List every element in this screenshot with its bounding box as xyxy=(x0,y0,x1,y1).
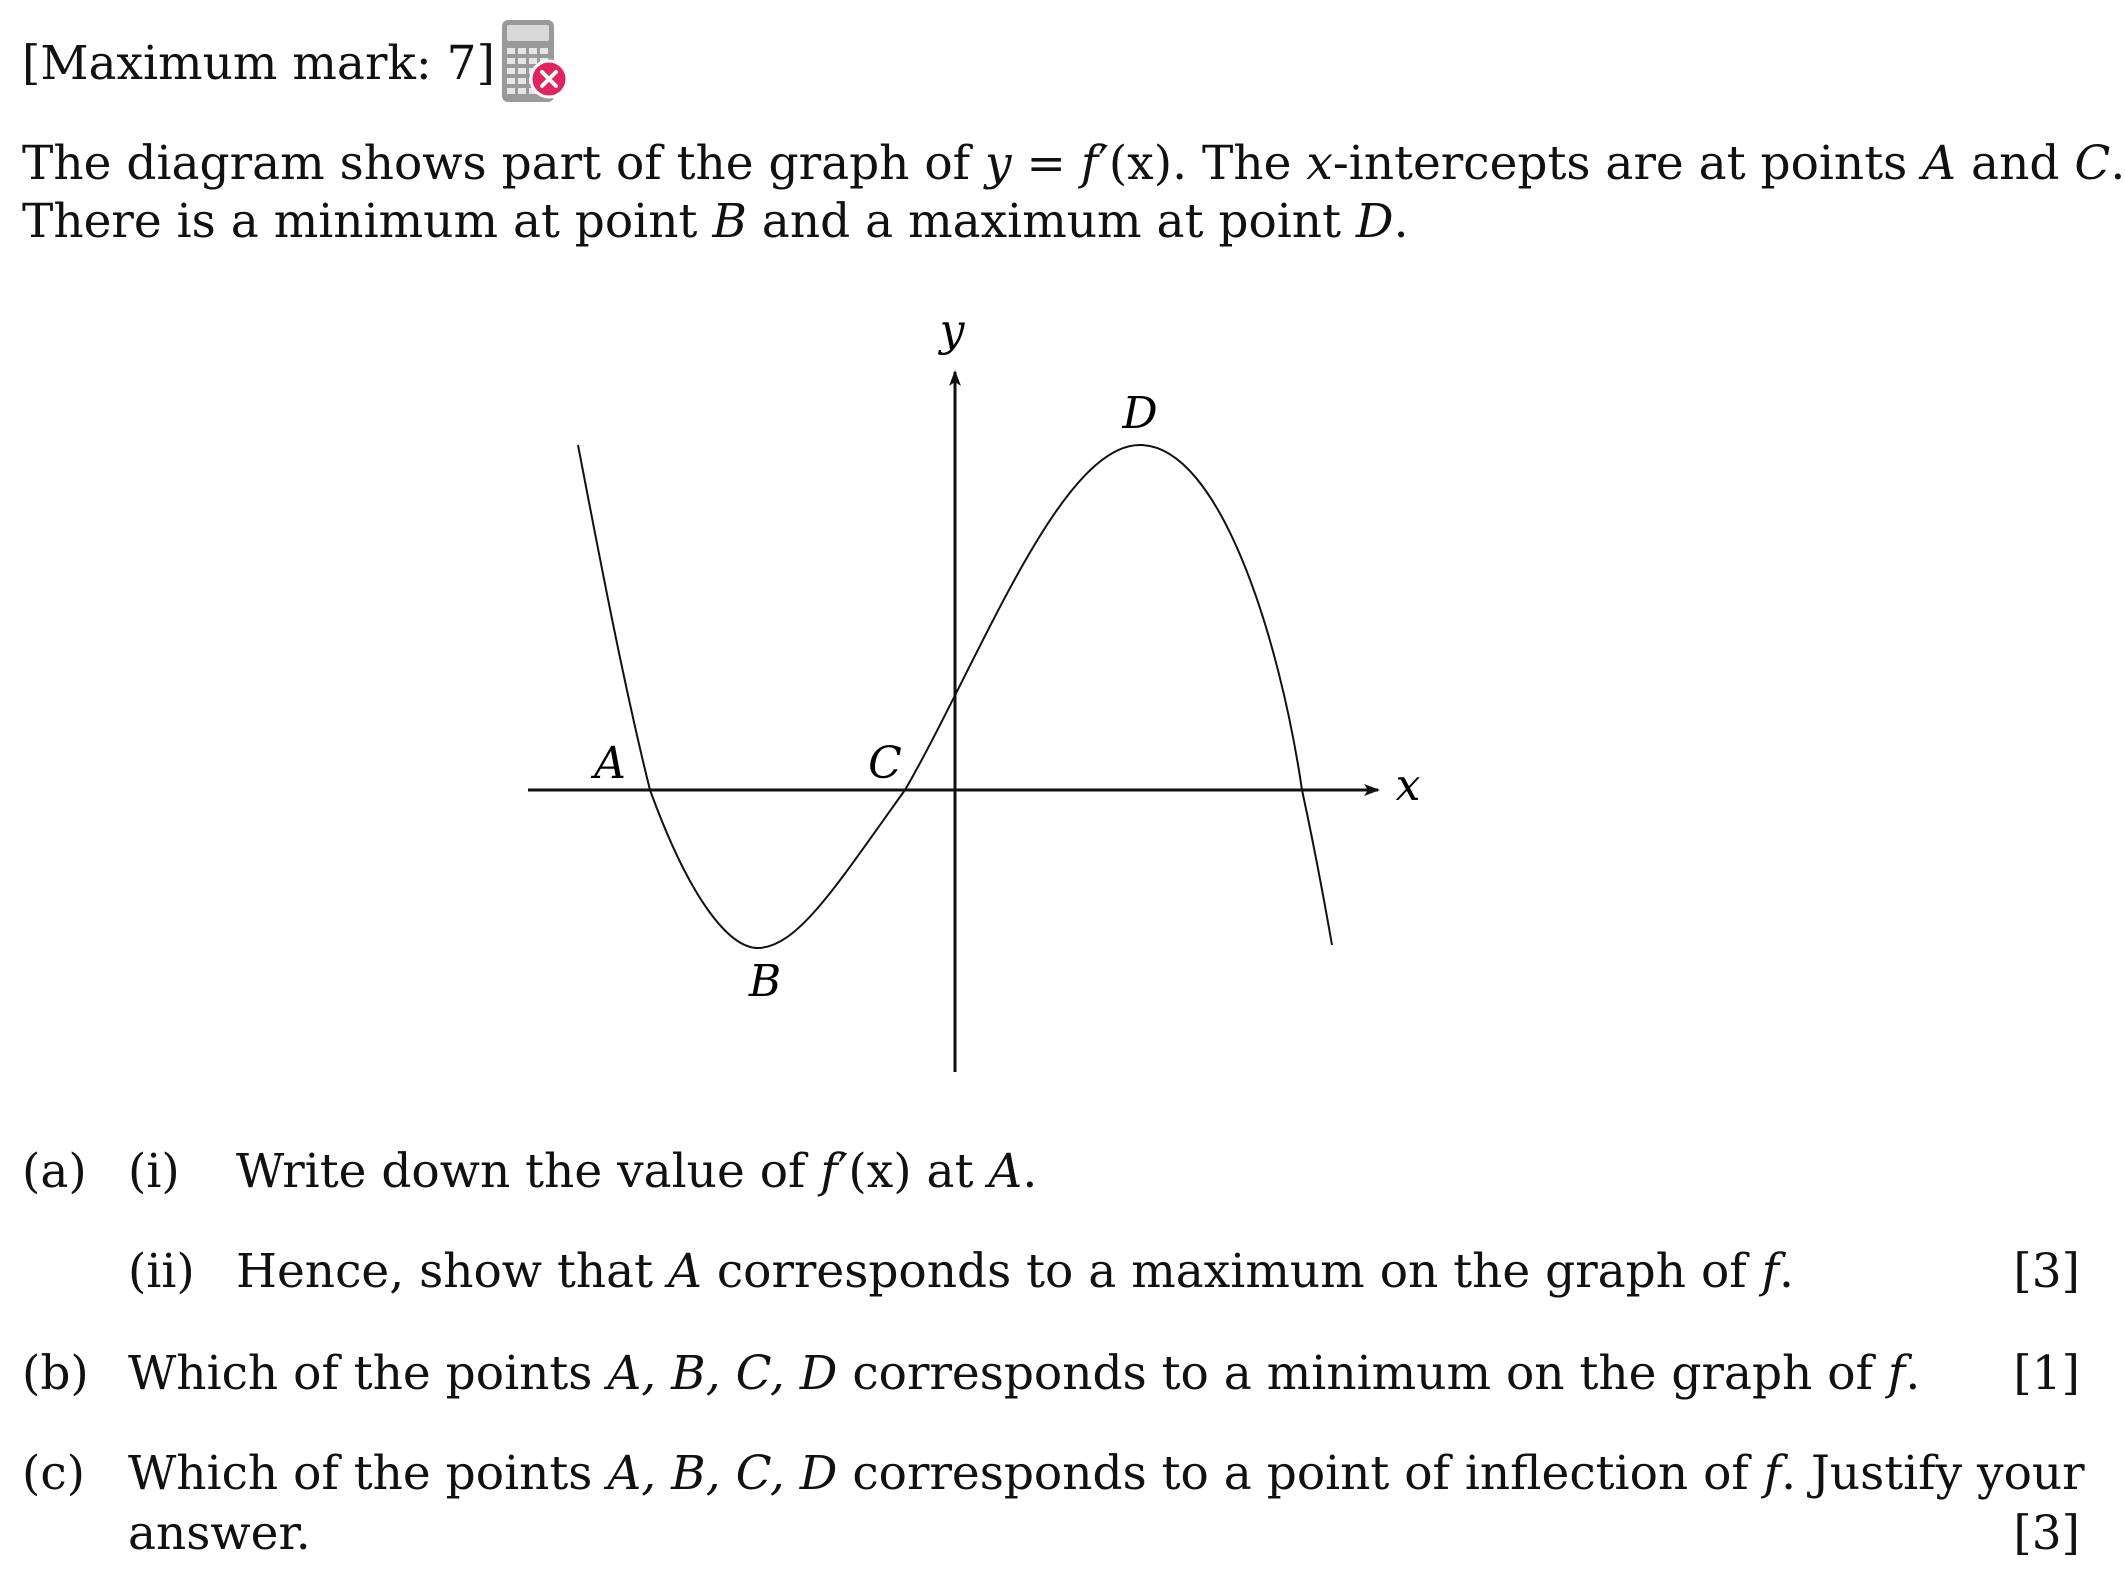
question-b-text: Which of the points A, B, C, D corresponds to a minimum on the graph of f. xyxy=(128,1346,1921,1401)
question-a-i-text: Write down the value of f′(x) at A. xyxy=(236,1144,1038,1199)
point-a-label: A xyxy=(594,738,626,789)
question-c-label: (c) xyxy=(22,1446,85,1501)
question-c-text: Which of the points A, B, C, D corresponds to a point of inflection of f. Justify your xyxy=(128,1446,2085,1501)
question-a-ii-text: Hence, show that A corresponds to a maximum on the graph of f. xyxy=(236,1244,1794,1299)
question-b-label: (b) xyxy=(22,1346,89,1401)
maximum-mark: [Maximum mark: 7] xyxy=(22,36,495,91)
question-c-text-line-2: answer. xyxy=(128,1506,311,1561)
question-a-marks: [3] xyxy=(2013,1244,2080,1299)
intro-line-2: There is a minimum at point B and a maximum at point D. xyxy=(22,194,1409,249)
question-b-marks: [1] xyxy=(2013,1346,2080,1401)
question-a-i-label: (i) xyxy=(128,1144,180,1199)
point-b-label: B xyxy=(748,956,782,1007)
point-c-label: C xyxy=(868,738,902,789)
y-axis-label: y xyxy=(939,305,965,356)
intro-line-1: The diagram shows part of the graph of y = f′(x). The x-intercepts are at points A and C. xyxy=(22,136,2125,191)
question-c-marks: [3] xyxy=(2013,1506,2080,1561)
x-axis-label: x xyxy=(1395,760,1421,811)
question-a-label: (a) xyxy=(22,1144,87,1199)
point-d-label: D xyxy=(1122,388,1158,439)
question-a-ii-label: (ii) xyxy=(128,1244,195,1299)
